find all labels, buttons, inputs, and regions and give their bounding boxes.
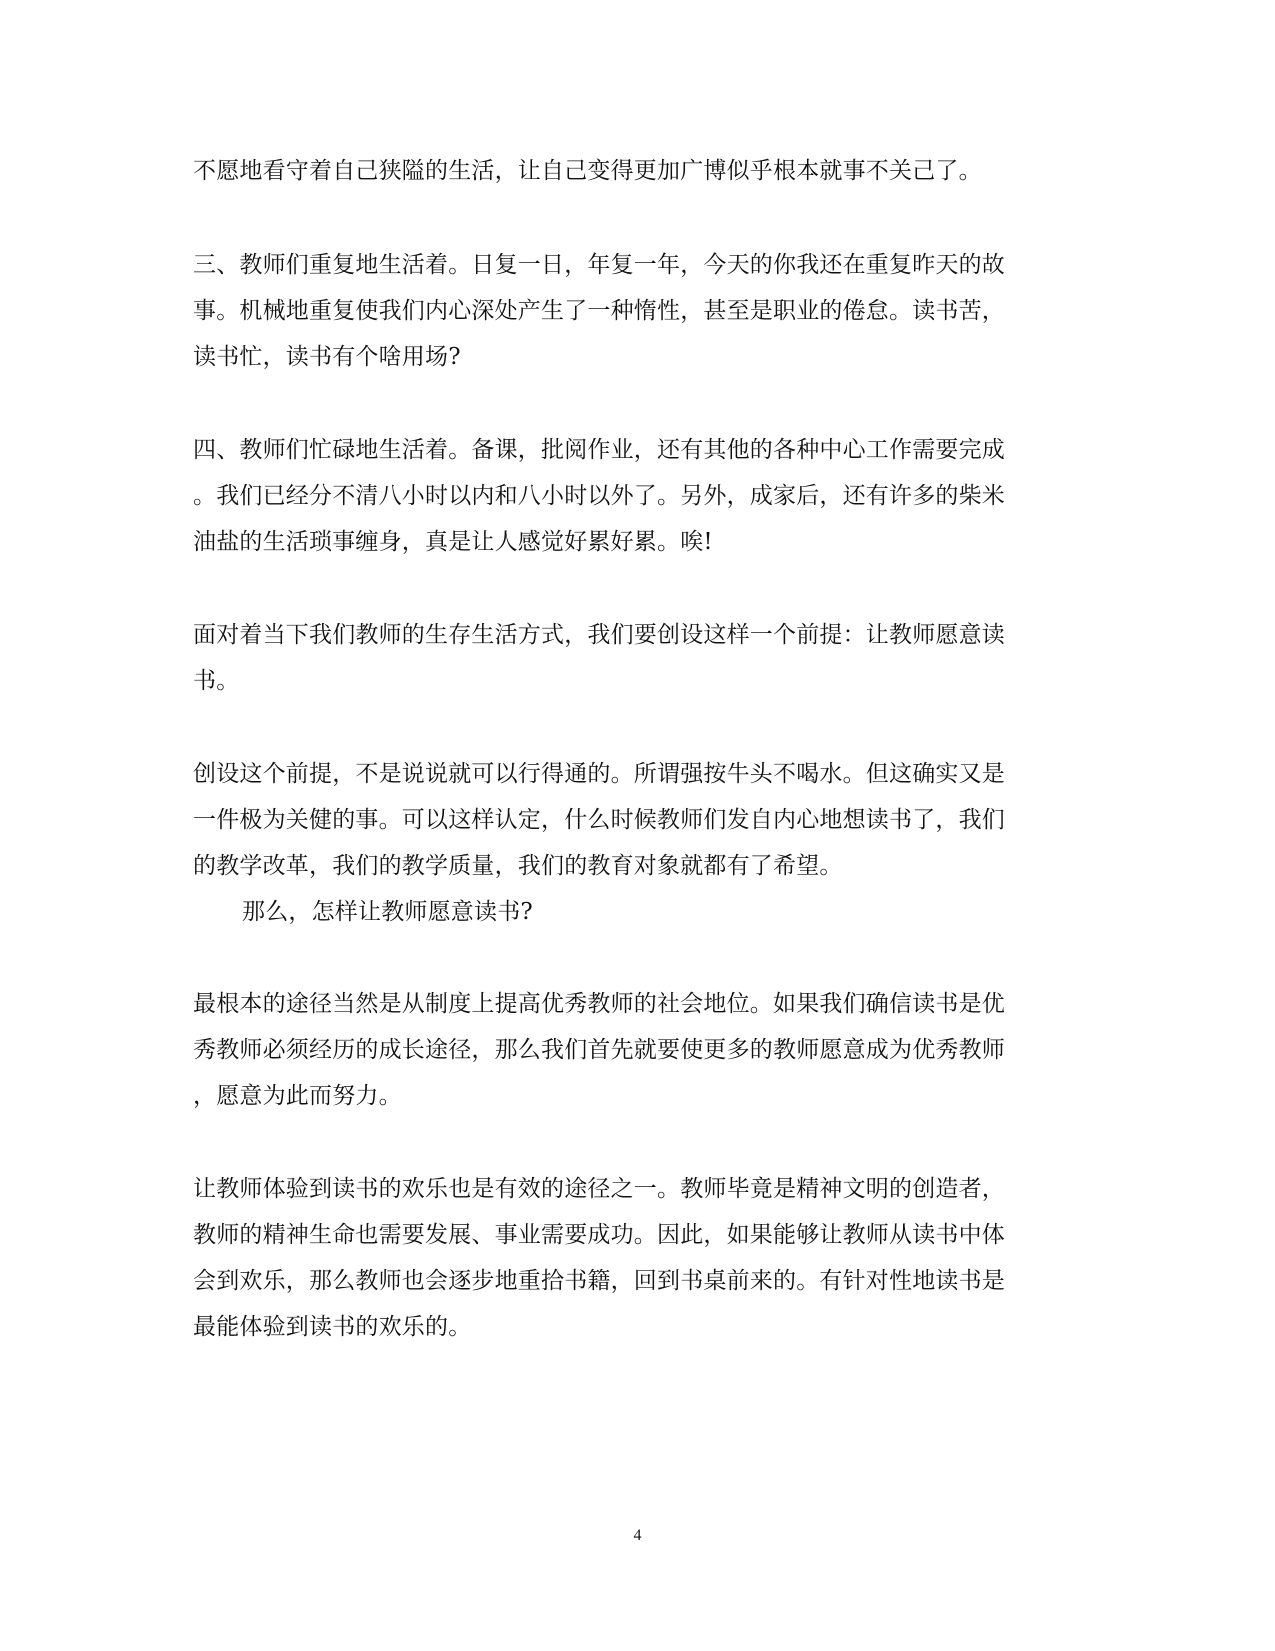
paragraph-2-line-2: 事。机械地重复使我们内心深处产生了一种惰性，甚至是职业的倦怠。读书苦，	[193, 298, 1005, 324]
paragraph-2-line-3: 读书忙，读书有个啥用场?	[193, 344, 461, 370]
paragraph-2-line-1: 三、教师们重复地生活着。日复一日，年复一年，今天的你我还在重复昨天的故	[193, 252, 1005, 278]
paragraph-3-line-3: 油盐的生活琐事缠身，真是让人感觉好累好累。唉!	[193, 529, 713, 555]
paragraph-7-line-4: 最能体验到读书的欢乐的。	[193, 1314, 472, 1340]
paragraph-3-line-1: 四、教师们忙碌地生活着。备课，批阅作业，还有其他的各种中心工作需要完成	[193, 437, 1005, 463]
page-number: 4	[633, 1527, 642, 1544]
paragraph-5-line-3: 的教学改革，我们的教学质量，我们的教育对象就都有了希望。	[193, 853, 843, 879]
paragraph-5-line-1: 创设这个前提，不是说说就可以行得通的。所谓强按牛头不喝水。但这确实又是	[193, 761, 1005, 787]
paragraph-4-line-1: 面对着当下我们教师的生存生活方式，我们要创设这样一个前提：让教师愿意读	[193, 622, 1005, 648]
paragraph-5-line-2: 一件极为关健的事。可以这样认定，什么时候教师们发自内心地想读书了，我们	[193, 807, 1005, 833]
paragraph-6-line-2: 秀教师必须经历的成长途径，那么我们首先就要使更多的教师愿意成为优秀教师	[193, 1037, 1005, 1063]
paragraph-4-line-2: 书。	[193, 668, 240, 694]
paragraph-6-line-1: 最根本的途径当然是从制度上提高优秀教师的社会地位。如果我们确信读书是优	[193, 991, 1005, 1017]
paragraph-1-line-1: 不愿地看守着自己狭隘的生活，让自己变得更加广博似乎根本就事不关己了。	[193, 158, 982, 184]
paragraph-6-line-3: ，愿意为此而努力。	[193, 1083, 402, 1109]
paragraph-7-line-3: 会到欢乐，那么教师也会逐步地重拾书籍，回到书桌前来的。有针对性地读书是	[193, 1268, 1005, 1294]
paragraph-7-line-1: 让教师体验到读书的欢乐也是有效的途径之一。教师毕竟是精神文明的创造者，	[193, 1176, 1005, 1202]
paragraph-5-line-4: 那么，怎样让教师愿意读书?	[242, 899, 533, 925]
paragraph-7-line-2: 教师的精神生命也需要发展、事业需要成功。因此，如果能够让教师从读书中体	[193, 1222, 1005, 1248]
paragraph-3-line-2: 。我们已经分不清八小时以内和八小时以外了。另外，成家后，还有许多的柴米	[193, 483, 1005, 509]
